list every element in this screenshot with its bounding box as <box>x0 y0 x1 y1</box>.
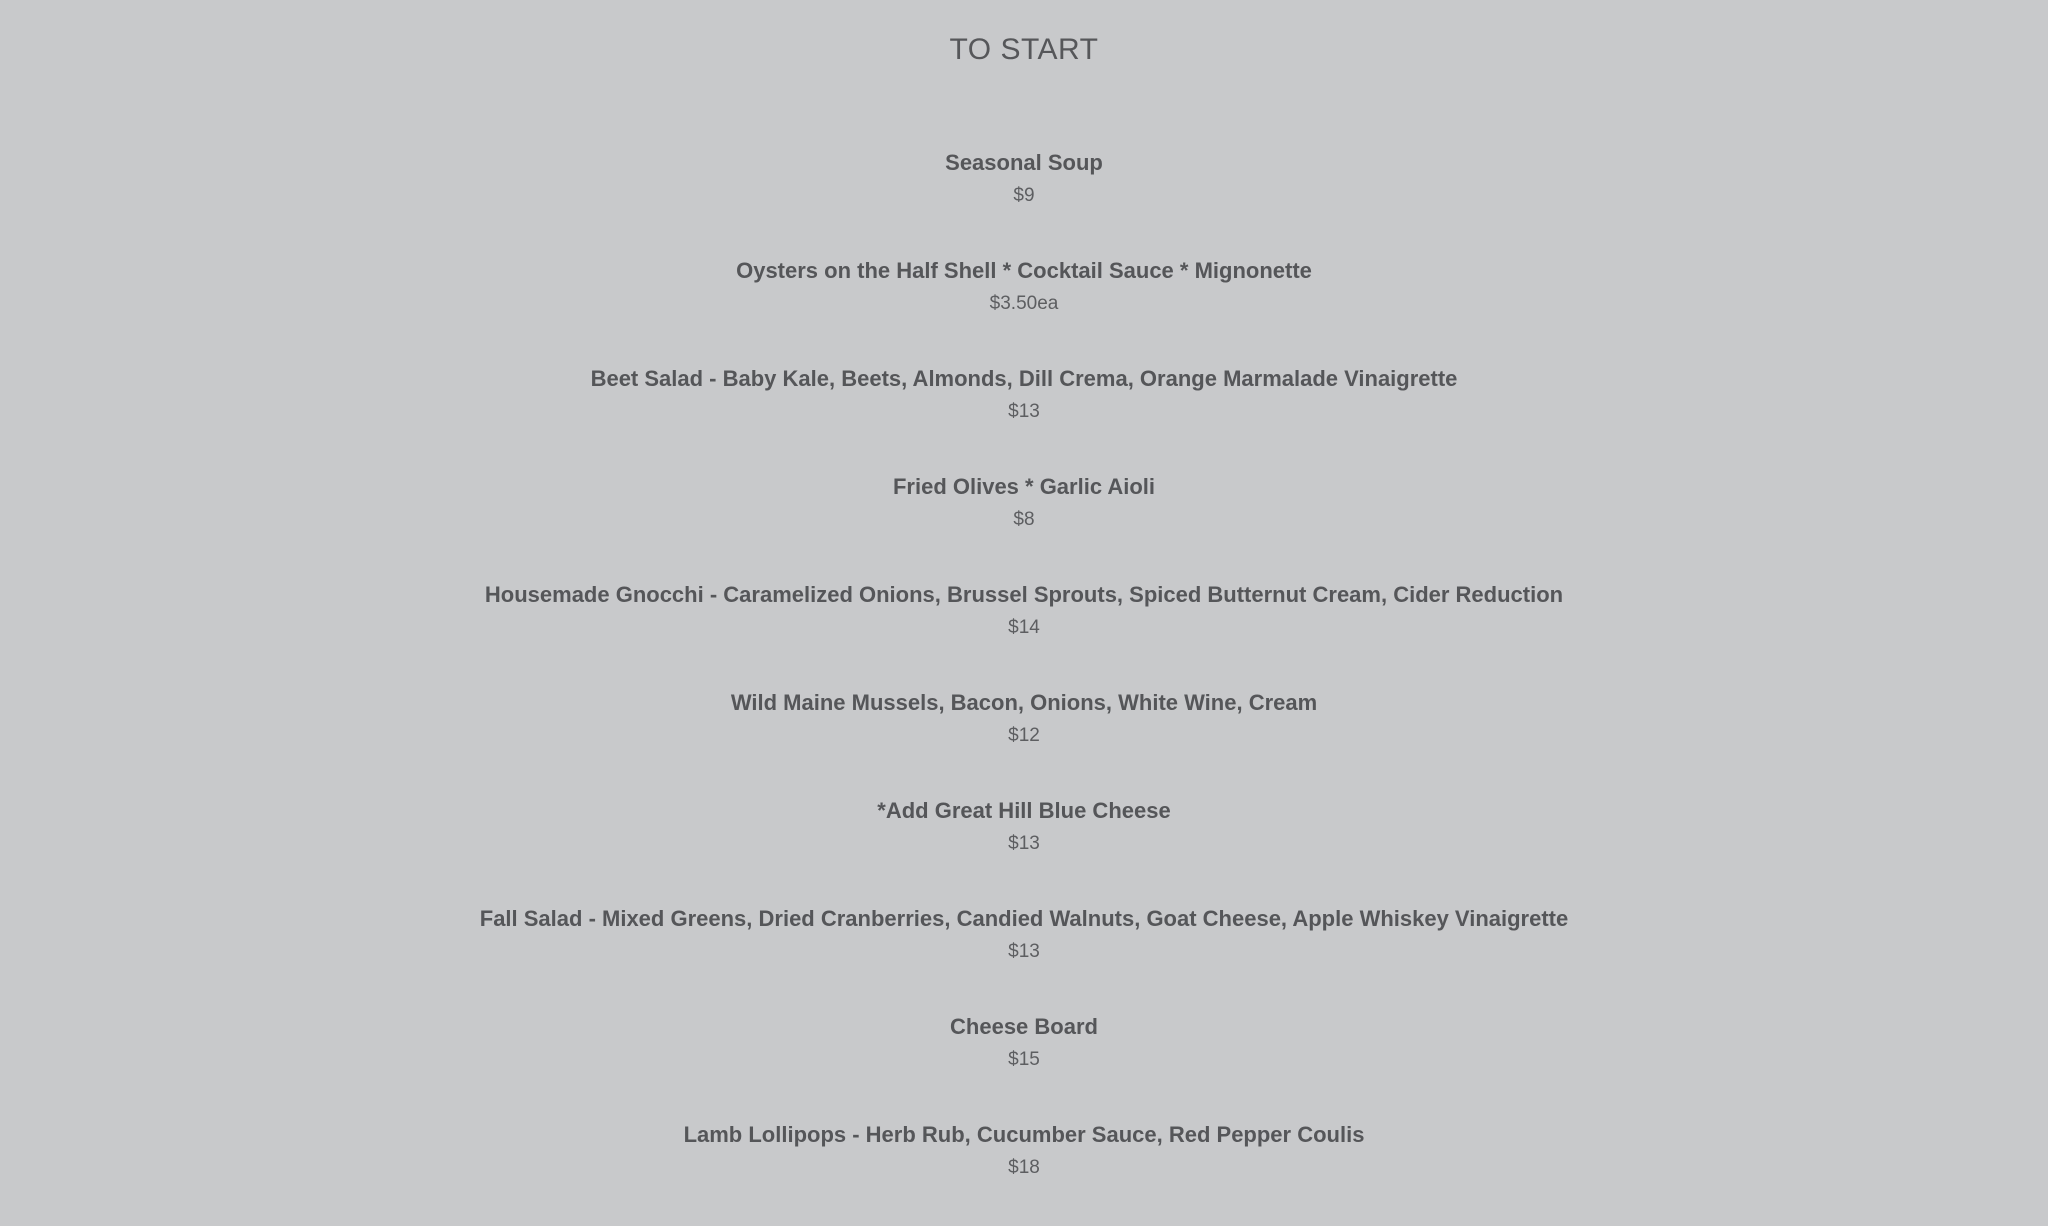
menu-item-name: *Add Great Hill Blue Cheese <box>877 798 1171 823</box>
menu-item-price: $14 <box>1008 617 1040 638</box>
menu-item-list <box>0 146 2048 1226</box>
menu-item <box>0 146 2048 254</box>
menu-item <box>0 362 2048 470</box>
menu-item-price: $18 <box>1008 1157 1040 1178</box>
menu-item-price: $13 <box>1008 941 1040 962</box>
menu-item <box>0 1010 2048 1118</box>
menu-item-name: Oysters on the Half Shell * Cocktail Sauce * Mignonette <box>736 258 1312 283</box>
menu-item-name: Fried Olives * Garlic Aioli <box>892 474 1156 499</box>
menu-item <box>0 254 2048 362</box>
menu-item <box>0 470 2048 578</box>
menu-item-price: $13 <box>1008 401 1040 422</box>
menu-item <box>0 794 2048 902</box>
menu-item-price: $9 <box>1013 185 1035 206</box>
section-title: TO START <box>949 33 1099 66</box>
menu-item <box>0 902 2048 1010</box>
menu-item <box>0 1118 2048 1226</box>
menu-item <box>0 686 2048 794</box>
menu-item-name: Cheese Board <box>950 1014 1098 1039</box>
menu-item-price: $12 <box>1008 725 1040 746</box>
menu-item-name: Housemade Gnocchi - Caramelized Onions, Brussel Sprouts, Spiced Butternut Cream, Cider Reduction <box>484 582 1564 607</box>
menu-item-name: Beet Salad - Baby Kale, Beets, Almonds, Dill Crema, Orange Marmalade Vinaigrette <box>590 366 1458 391</box>
menu-item-price: $3.50ea <box>989 293 1059 314</box>
menu-item-price: $13 <box>1008 833 1040 854</box>
menu-item <box>0 578 2048 686</box>
menu-item-price: $15 <box>1008 1049 1040 1070</box>
menu-item-name: Wild Maine Mussels, Bacon, Onions, White Wine, Cream <box>730 690 1318 715</box>
menu-item-name: Lamb Lollipops - Herb Rub, Cucumber Sauce, Red Pepper Coulis <box>683 1122 1365 1147</box>
menu-item-price: $8 <box>1013 509 1035 530</box>
menu-item-name: Fall Salad - Mixed Greens, Dried Cranberries, Candied Walnuts, Goat Cheese, Apple Whiskey Vinaigrette <box>479 906 1569 931</box>
menu-item-name: Seasonal Soup <box>945 150 1103 175</box>
